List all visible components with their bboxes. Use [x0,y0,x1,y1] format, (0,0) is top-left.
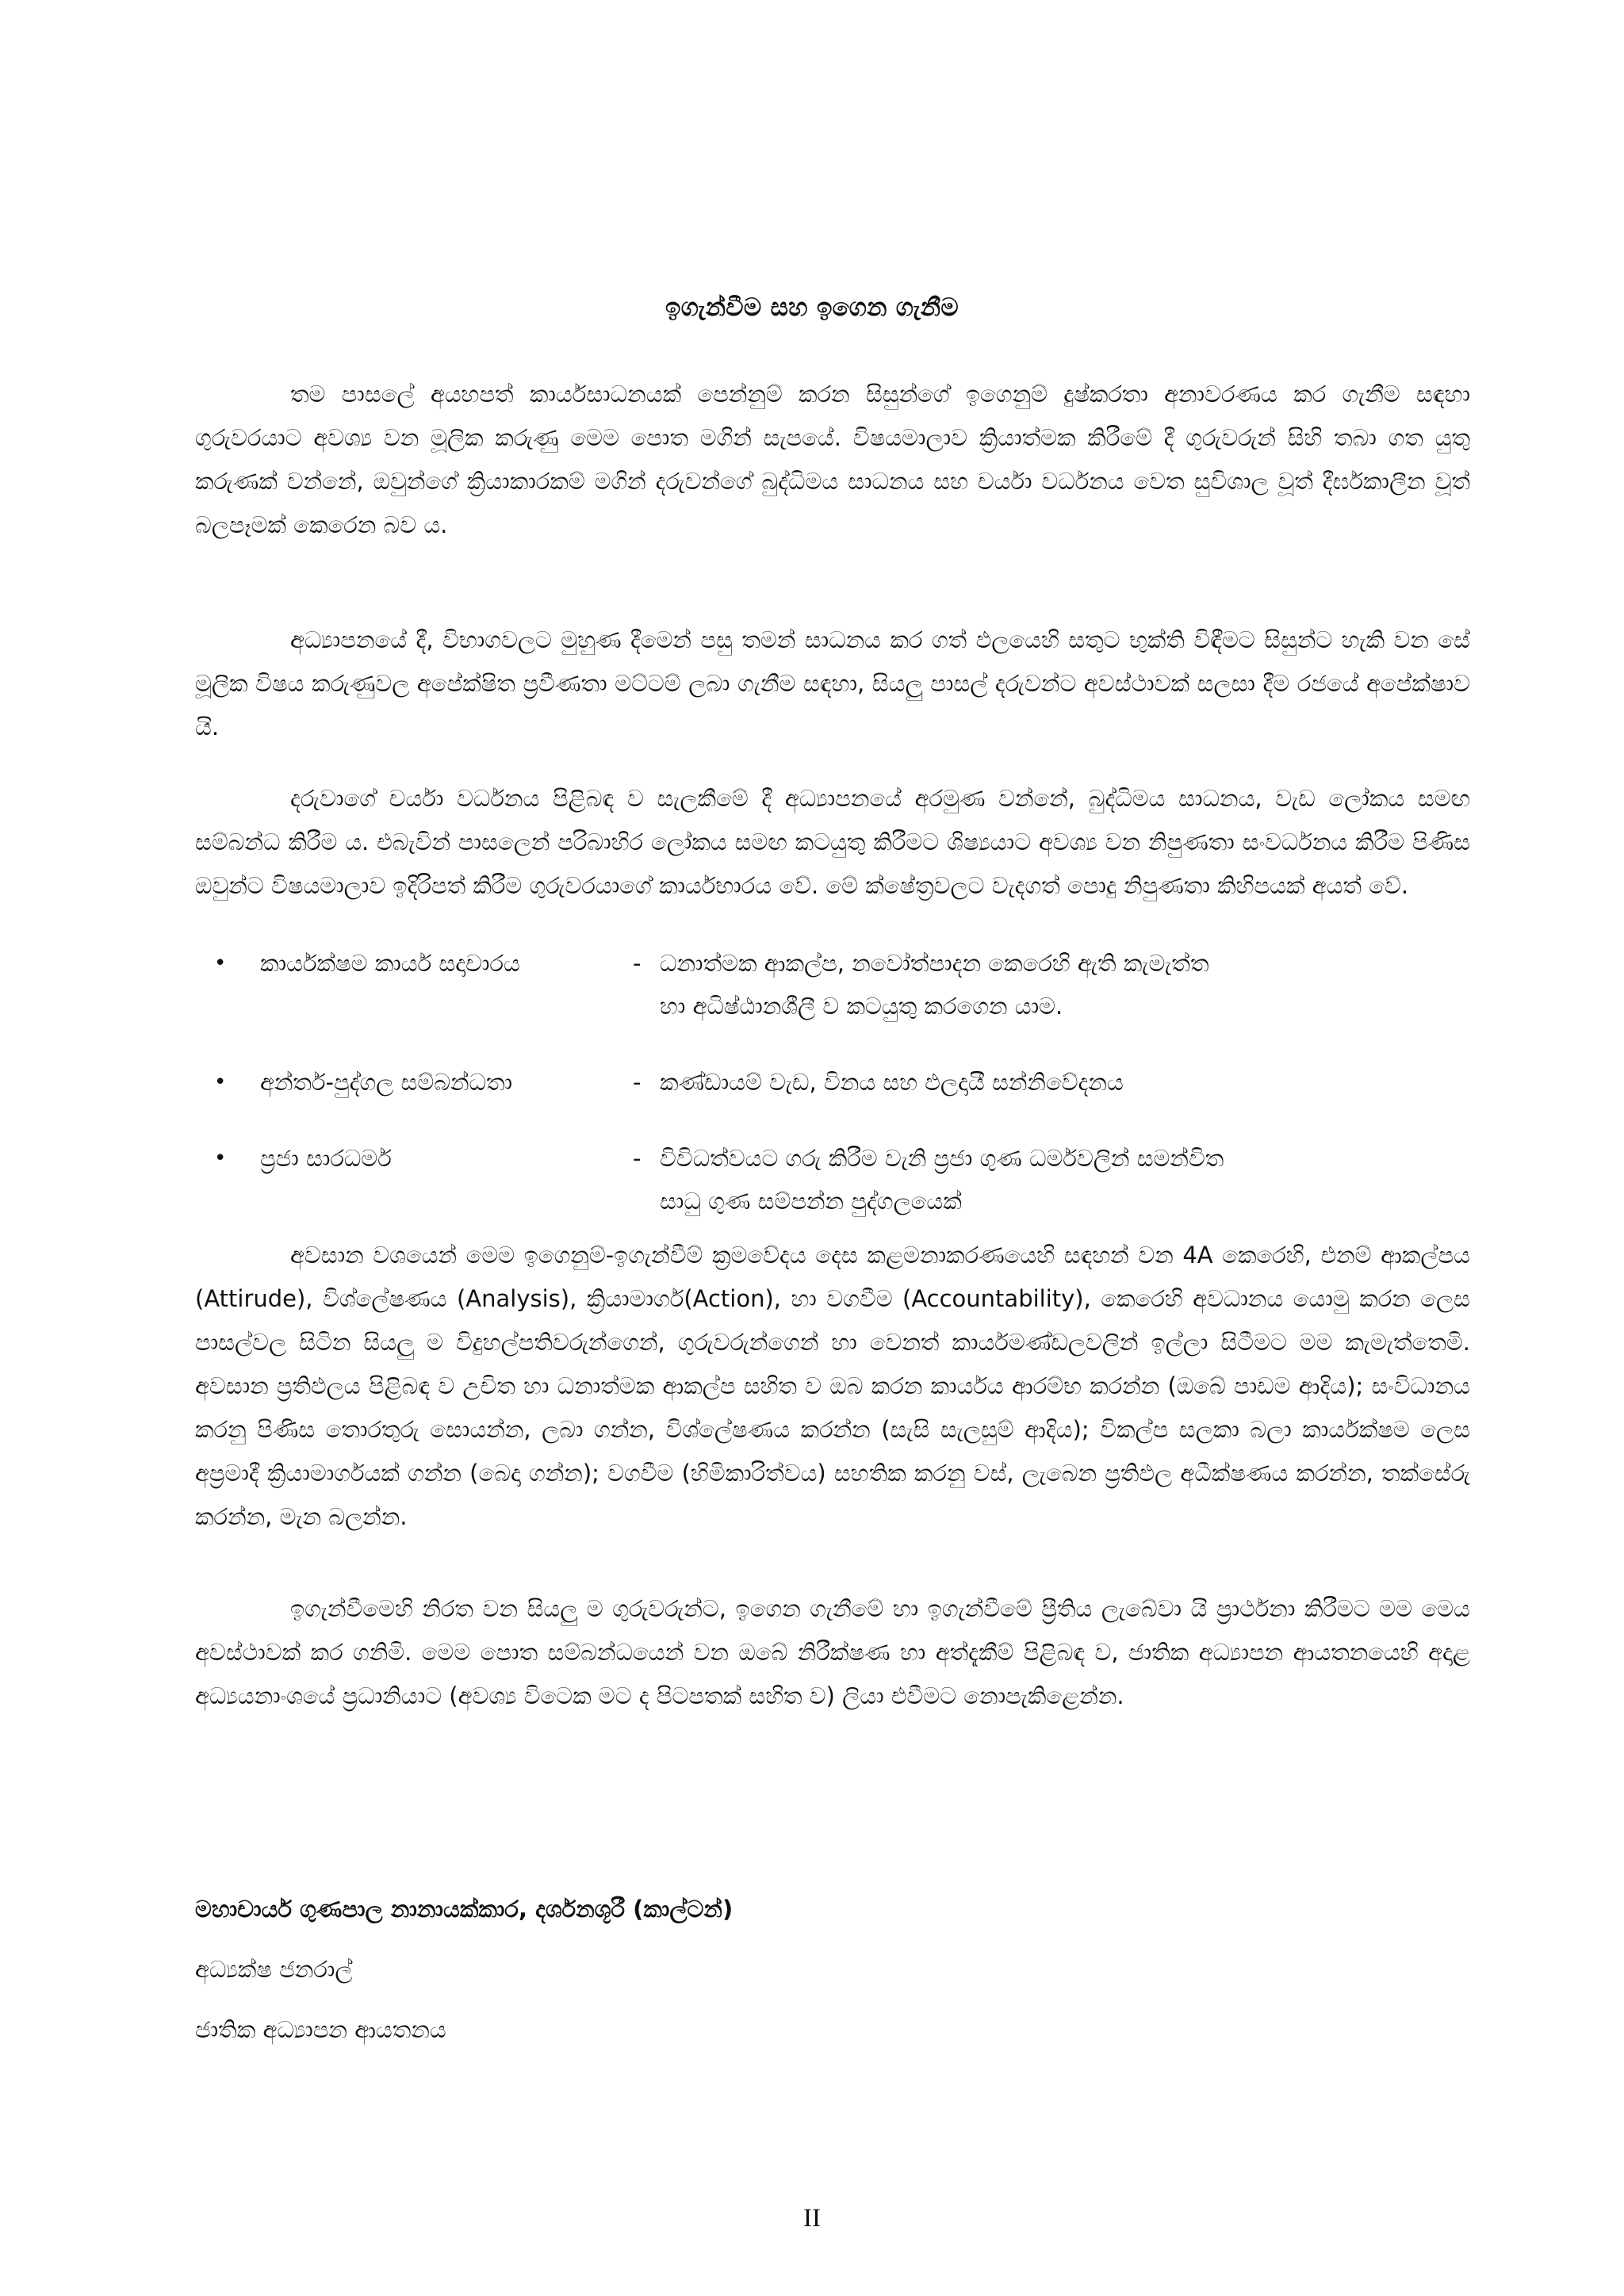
paragraph-3: දරුවාගේ චර්යා වර්ධනය පිළිබඳ ව සැලකීමේ දී අධ්‍යාපනයේ අරමුණ වන්නේ, බුද්ධිමය සාධනය, වැඩ ලෝකය සමඟ සම්බන්ධ කිරීම ය. එබැවින් පාසලෙන් පරිබාහිර ලෝකය සමඟ කටයුතු කිරීමට ශිෂ්‍යයාට අවශ්‍ය වන නිපුණතා සංවර්ධනය කිරීම පිණිස ඔවුන්ට විෂයමාලාව ඉදිරිපත් කිරීම ගුරුවරයාගේ කාර්යභාරය වේ. මේ ක්ෂේත්‍රවලට වැදගත් පොදු නිපුණතා කිහිපයක් අයත් වේ. [195,785,1470,899]
bullet-icon: • [214,1070,227,1094]
description-line-1: කණ්ඩායම් වැඩ, විනය සහ ඵලදායී සන්නිවේදනය [660,1069,1124,1096]
list-item-dash: - [633,950,642,977]
paragraph-5: ඉගැන්වීමෙහි නිරත වන සියලු ම ගුරුවරුන්ට, ඉගෙන ගැනීමේ හා ඉගැන්වීමේ ප්‍රීතිය ලැබේවා යි ප්‍රාර්ථනා කිරීමට මම මෙය අවස්ථාවක් කර ගනිමි. මෙම පොත සම්බන්ධයෙන් වන ඔබේ නිරීක්ෂණ හා අත්දැකීම් පිළිබඳ ව, ජාතික අධ්‍යාපන ආයතනයෙහි අදාළ අධ්‍යයනාංශයේ ප්‍රධානියාට (අවශ්‍ය විටෙක මට ද පිටපතක් සහිත ව) ලියා එවීමට නොපැකිළෙන්න. [195,1595,1470,1709]
paragraph-1: තම පාසලේ අයහපත් කාර්යසාධනයක් පෙන්නුම් කරන සිසුන්ගේ ඉගෙනුම් දුෂ්කරතා අනාවරණය කර ගැනීම සඳහා ගුරුවරයාට අවශ්‍ය වන මූලික කරුණු මෙම පොත මගින් සැපයේ. විෂයමාලාව ක්‍රියාත්මක කිරීමේ දී ගුරුවරුන් සිහි තබා ගත යුතු කරුණක් වන්නේ, ඔවුන්ගේ ක්‍රියාකාරකම් මගින් දරුවන්ගේ බුද්ධිමය සාධනය සහ චර්යා වර්ධනය වෙත සුවිශාල වූත් දීර්ඝකාලීන වූත් බලපෑමක් කෙරෙන බව ය. [195,381,1470,538]
bullet-icon: • [214,951,227,975]
list-item-dash: - [633,1145,642,1172]
page-title: ඉගැන්වීම සහ ඉගෙන ගැනීම [665,293,959,322]
signature-institution: ජාතික අධ්‍යාපන ආයතනය [195,2016,446,2043]
list-item [214,1137,1451,1223]
description-line-1: විවිධත්වයට ගරු කිරීම වැනි ප්‍රජා ගුණ ධර්මවලින් සමන්විත [660,1145,1224,1172]
description-line-2: හා අධිෂ්ඨානශීලී ව කටයුතු කරගෙන යාම. [660,993,1063,1020]
list-item-term: අන්තර්-පුද්ගල සම්බන්ධතා [260,1069,513,1096]
description-line-1: ධනාත්මක ආකල්ප, නවෝත්පාදන කෙරෙහි ඇති කැමැත්ත [660,950,1209,977]
signature-role: අධ්‍යක්ෂ ජනරාල් [195,1956,353,1983]
list-item-dash: - [633,1069,642,1096]
signature-name: මහාචාර්ය ගුණපාල නානායක්කාර, දර්ශනශූරී (කාල්ටන්) [195,1896,733,1923]
page-number: II [803,2204,821,2233]
list-item [214,942,1451,1027]
list-item-term: කාර්යක්ෂම කාර්ය සදාචාරය [260,950,520,977]
list-item-description [660,1061,1451,1104]
list-item-description [660,1137,1451,1223]
bullet-icon: • [214,1146,227,1170]
list-item-description [660,942,1451,1027]
description-line-2: සාධු ගුණ සම්පන්න පුද්ගලයෙක් [660,1188,962,1215]
list-item [214,1061,1451,1104]
paragraph-4: අවසාන වශයෙන් මෙම ඉගෙනුම්-ඉගැන්වීම් ක්‍රමවේදය දෙස කළමනාකරණයෙහි සඳහන් වන 4A කෙරෙහි, එනම් ආකල්පය (Attirude), විශ්ලේෂණය (Analysis), ක්‍රියාමාර්ග(Action), හා වගවීම (Accountability), කෙරෙහි අවධානය යොමු කරන ලෙස පාසල්වල සිටින සියලු ම විදුහල්පතිවරුන්ගෙන්, ගුරුවරුන්ගෙන් හා වෙනත් කාර්යමණ්ඩලවලින් ඉල්ලා සිටීමට මම කැමැත්තෙමි. අවසාන ප්‍රතිඵලය පිළිබඳ ව උචිත හා ධනාත්මක ආකල්ප සහිත ව ඔබ කරන කාර්යය ආරම්භ කරන්න (ඔබේ පාඩම ආදිය); සංවිධානය කරනු පිණිස තොරතුරු සොයන්න, ලබා ගන්න, විශ්ලේෂණය කරන්න (සැසි සැලසුම් ආදිය); විකල්ප සලකා බලා කාර්යක්ෂම ලෙස අප්‍රමාදී ක්‍රියාමාර්ගයක් ගන්න (බෙදා ගන්න); වගවීම (හිමිකාරිත්වය) සහතික කරනු වස්, ලැබෙන ප්‍රතිඵල අධීක්ෂණය කරන්න, තක්සේරු කරන්න, මැන බලන්න. [195,1242,1470,1530]
competency-list [214,942,1451,1256]
paragraph-2: අධ්‍යාපනයේ දී, විභාගවලට මුහුණ දීමෙන් පසු තමන් සාධනය කර ගත් ඵලයෙහි සතුට භුක්ති විඳීමට සිසුන්ට හැකි වන සේ මූලික විෂය කරුණුවල අපේක්ෂිත ප්‍රවීණතා මට්ටම් ලබා ගැනීම සඳහා, සියලු පාසල් දරුවන්ට අවස්ථාවක් සලසා දීම රජයේ අපේක්ෂාව යි. [195,626,1470,740]
list-item-term: ප්‍රජා සාරධර්ම [260,1145,392,1172]
